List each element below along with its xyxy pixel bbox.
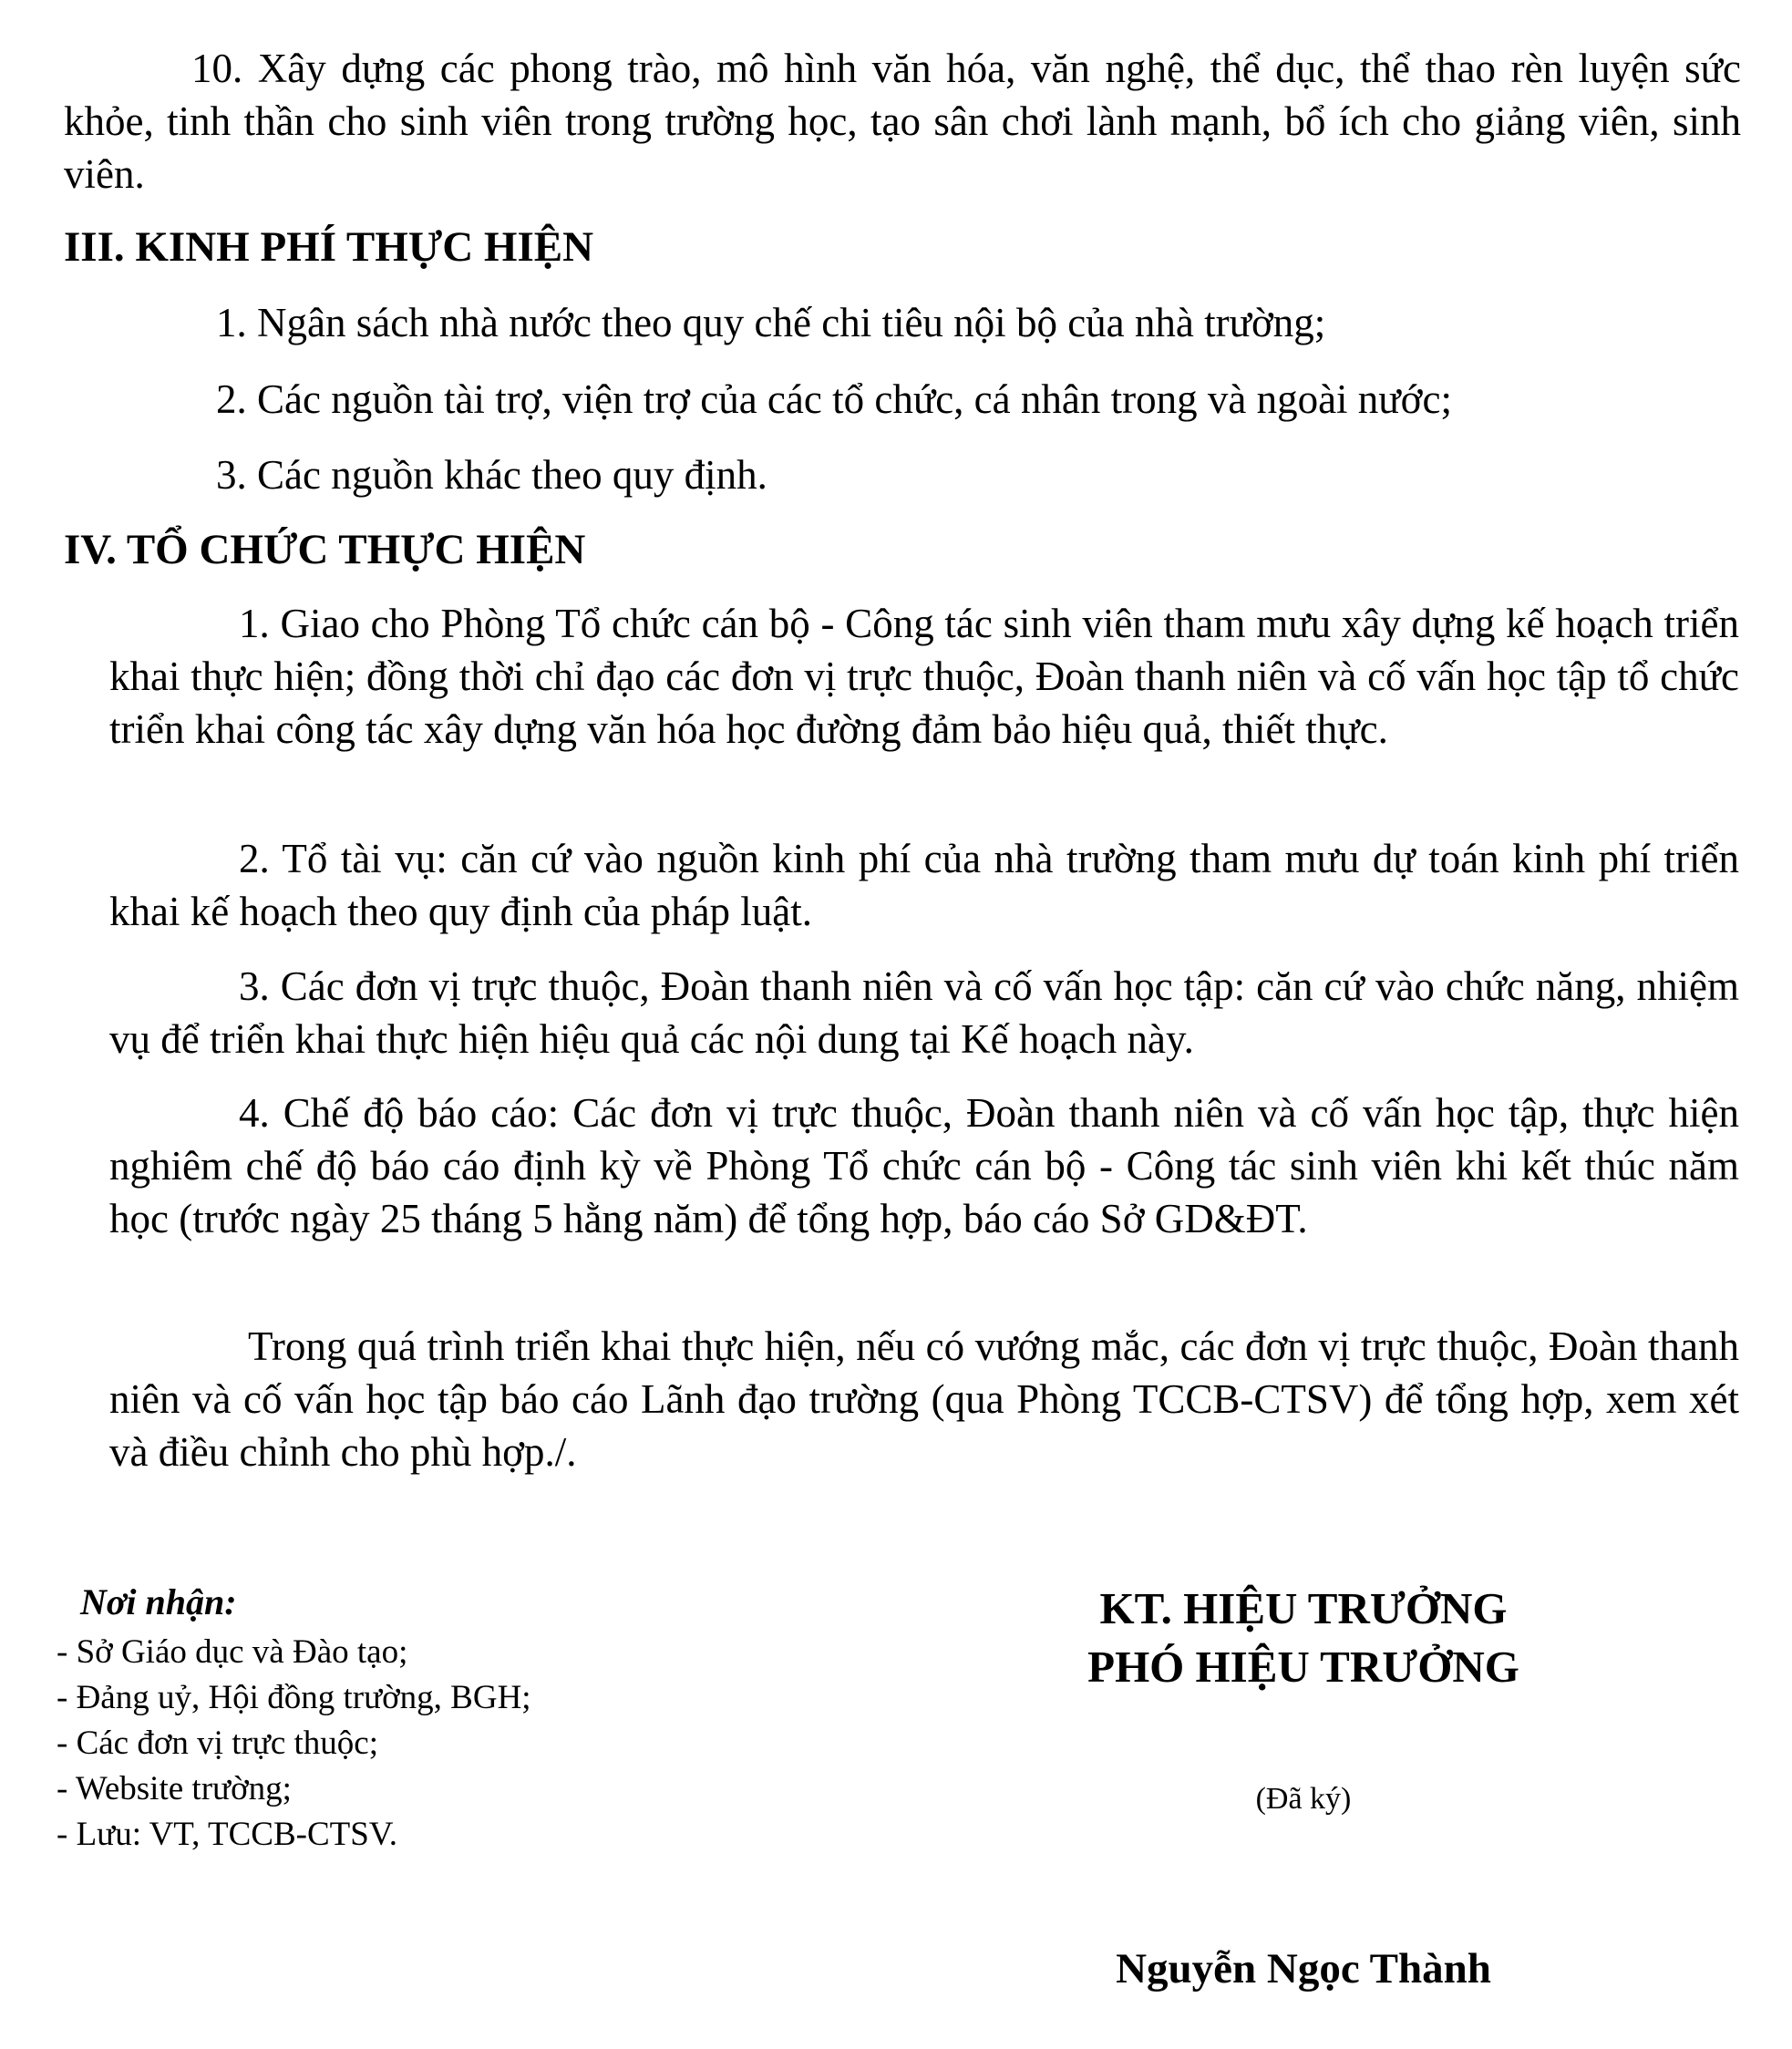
recipient-item: - Lưu: VT, TCCB-CTSV. (57, 1816, 398, 1853)
recipient-item: - Website trường; (57, 1770, 292, 1807)
recipient-item: - Sở Giáo dục và Đào tạo; (57, 1633, 408, 1671)
funding-item-3: 3. Các nguồn khác theo quy định. (216, 452, 767, 498)
signature-title-line1: KT. HIỆU TRƯỞNG (1099, 1583, 1508, 1633)
implementation-item-1: 1. Giao cho Phòng Tổ chức cán bộ - Công tác sinh viên tham mưu xây dựng kế hoạch triển khai thực hiện; đồng thời chỉ đạo các đơn vị trực thuộc, Đoàn thanh niên và cố vấn học tập tổ chức triển khai công tác xây dựng văn hóa học đường đảm bảo hiệu quả, thiết thực. (109, 601, 1739, 752)
section-heading-implementation: IV. TỔ CHỨC THỰC HIỆN (64, 526, 586, 573)
signature-note: (Đã ký) (1255, 1782, 1352, 1816)
recipient-item: - Đảng uỷ, Hội đồng trường, BGH; (57, 1679, 531, 1716)
signer-name: Nguyễn Ngọc Thành (1116, 1945, 1491, 1992)
implementation-item-2: 2. Tổ tài vụ: căn cứ vào nguồn kinh phí của nhà trường tham mưu dự toán kinh phí triển khai kế hoạch theo quy định của pháp luật. (109, 836, 1739, 934)
funding-item-1: 1. Ngân sách nhà nước theo quy chế chi tiêu nội bộ của nhà trường; (216, 300, 1326, 345)
signature-title-line2: PHÓ HIỆU TRƯỞNG (1087, 1642, 1519, 1692)
recipients-title: Nơi nhận: (80, 1581, 237, 1622)
closing-paragraph: Trong quá trình triển khai thực hiện, nếu có vướng mắc, các đơn vị trực thuộc, Đoàn thanh niên và cố vấn học tập báo cáo Lãnh đạo trường (qua Phòng TCCB-CTSV) để tổng hợp, xem xét và điều chỉnh cho phù hợp./. (109, 1323, 1739, 1475)
paragraph-item-10: 10. Xây dựng các phong trào, mô hình văn hóa, văn nghệ, thể dục, thể thao rèn luyện sức khỏe, tinh thần cho sinh viên trong trường học, tạo sân chơi lành mạnh, bổ ích cho giảng viên, sinh viên. (64, 46, 1741, 197)
recipients-list (57, 1630, 531, 1858)
recipient-item: - Các đơn vị trực thuộc; (57, 1725, 378, 1762)
implementation-item-3: 3. Các đơn vị trực thuộc, Đoàn thanh niên và cố vấn học tập: căn cứ vào chức năng, nhiệm vụ để triển khai thực hiện hiệu quả các nội dung tại Kế hoạch này. (109, 963, 1739, 1062)
funding-item-2: 2. Các nguồn tài trợ, viện trợ của các tổ chức, cá nhân trong và ngoài nước; (216, 376, 1452, 422)
section-heading-funding: III. KINH PHÍ THỰC HIỆN (64, 223, 594, 271)
implementation-item-4: 4. Chế độ báo cáo: Các đơn vị trực thuộc, Đoàn thanh niên và cố vấn học tập, thực hiện nghiêm chế độ báo cáo định kỳ về Phòng Tổ chức cán bộ - Công tác sinh viên khi kết thúc năm học (trước ngày 25 tháng 5 hằng năm) để tổng hợp, báo cáo Sở GD&ĐT. (109, 1090, 1739, 1241)
